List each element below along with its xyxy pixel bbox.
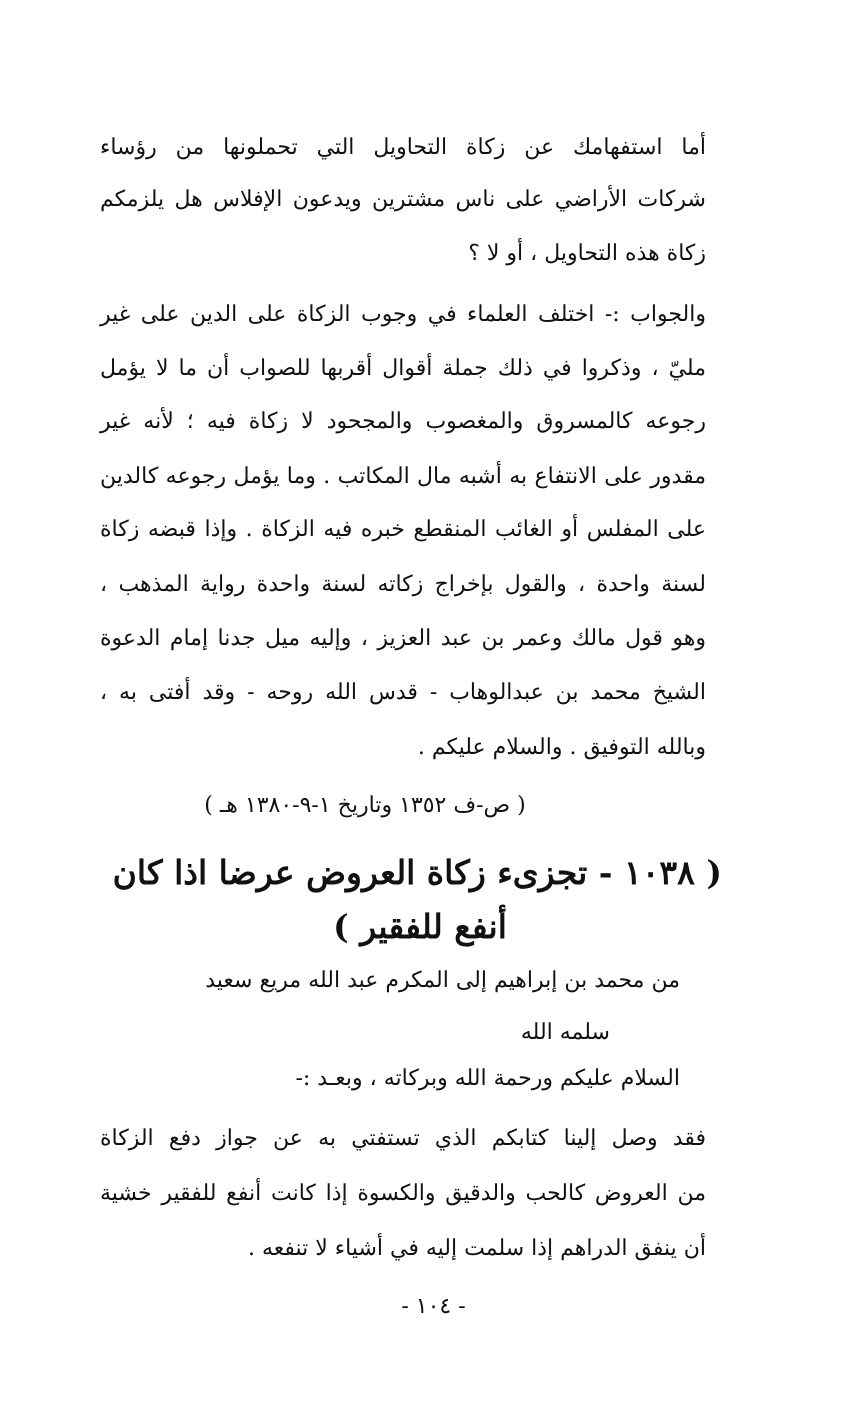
paragraph-2-line-8: الشيخ محمد بن عبدالوهاب - قدس الله روحه - وقد أفتى به ، (100, 680, 706, 705)
fatwa-heading-line-1: ( ١٠٣٨ - تجزىء زكاة العروض عرضا اذا كان (112, 853, 722, 892)
paragraph-1-line-1: أما استفهامك عن زكاة التحاويل التي تحملونها من رؤساء (100, 135, 706, 160)
paragraph-2-line-9: وبالله التوفيق . والسلام عليكم . (417, 735, 706, 760)
fatwa-heading-line-2: أنفع للفقير ) (333, 907, 507, 946)
letter-sender: من محمد بن إبراهيم إلى المكرم عبد الله مريع سعيد (205, 968, 680, 993)
paragraph-2-line-1: والجواب :- اختلف العلماء في وجوب الزكاة على الدين على غير (100, 302, 706, 327)
paragraph-1-line-2: شركات الأراضي على ناس مشترين ويدعون الإفلاس هل يلزمكم (100, 187, 706, 212)
letter-greeting: السلام عليكم ورحمة الله وبركاته ، وبعـد :- (295, 1066, 680, 1091)
letter-blessing: سلمه الله (520, 1020, 610, 1045)
paragraph-1-line-3: زكاة هذه التحاويل ، أو لا ؟ (468, 241, 706, 266)
letter-body-line-3: أن ينفق الدراهم إذا سلمت إليه في أشياء لا تنفعه . (247, 1236, 706, 1261)
paragraph-2-line-7: وهو قول مالك وعمر بن عبد العزيز ، وإليه ميل جدنا إمام الدعوة (100, 626, 706, 651)
letter-body-line-1: فقد وصل إلينا كتابكم الذي تستفتي به عن جواز دفع الزكاة (100, 1126, 706, 1151)
fatwa-reference: ( ص-ف ١٣٥٢ وتاريخ ١-٩-١٣٨٠ هـ ) (204, 793, 526, 818)
paragraph-2-line-3: رجوعه كالمسروق والمغصوب والمجحود لا زكاة فيه ؛ لأنه غير (100, 409, 706, 434)
letter-body-line-2: من العروض كالحب والدقيق والكسوة إذا كانت أنفع للفقير خشية (100, 1181, 706, 1206)
paragraph-2-line-6: لسنة واحدة ، والقول بإخراج زكاته لسنة واحدة رواية المذهب ، (100, 572, 706, 597)
paragraph-2-line-2: مليّ ، وذكروا في ذلك جملة أقوال أقربها للصواب أن ما لا يؤمل (100, 356, 706, 381)
paragraph-2-line-4: مقدور على الانتفاع به أشبه مال المكاتب . وما يؤمل رجوعه كالدين (100, 464, 706, 489)
page-number: - ١٠٤ - (401, 1294, 466, 1319)
paragraph-2-line-5: على المفلس أو الغائب المنقطع خبره فيه الزكاة . وإذا قبضه زكاة (100, 517, 706, 542)
